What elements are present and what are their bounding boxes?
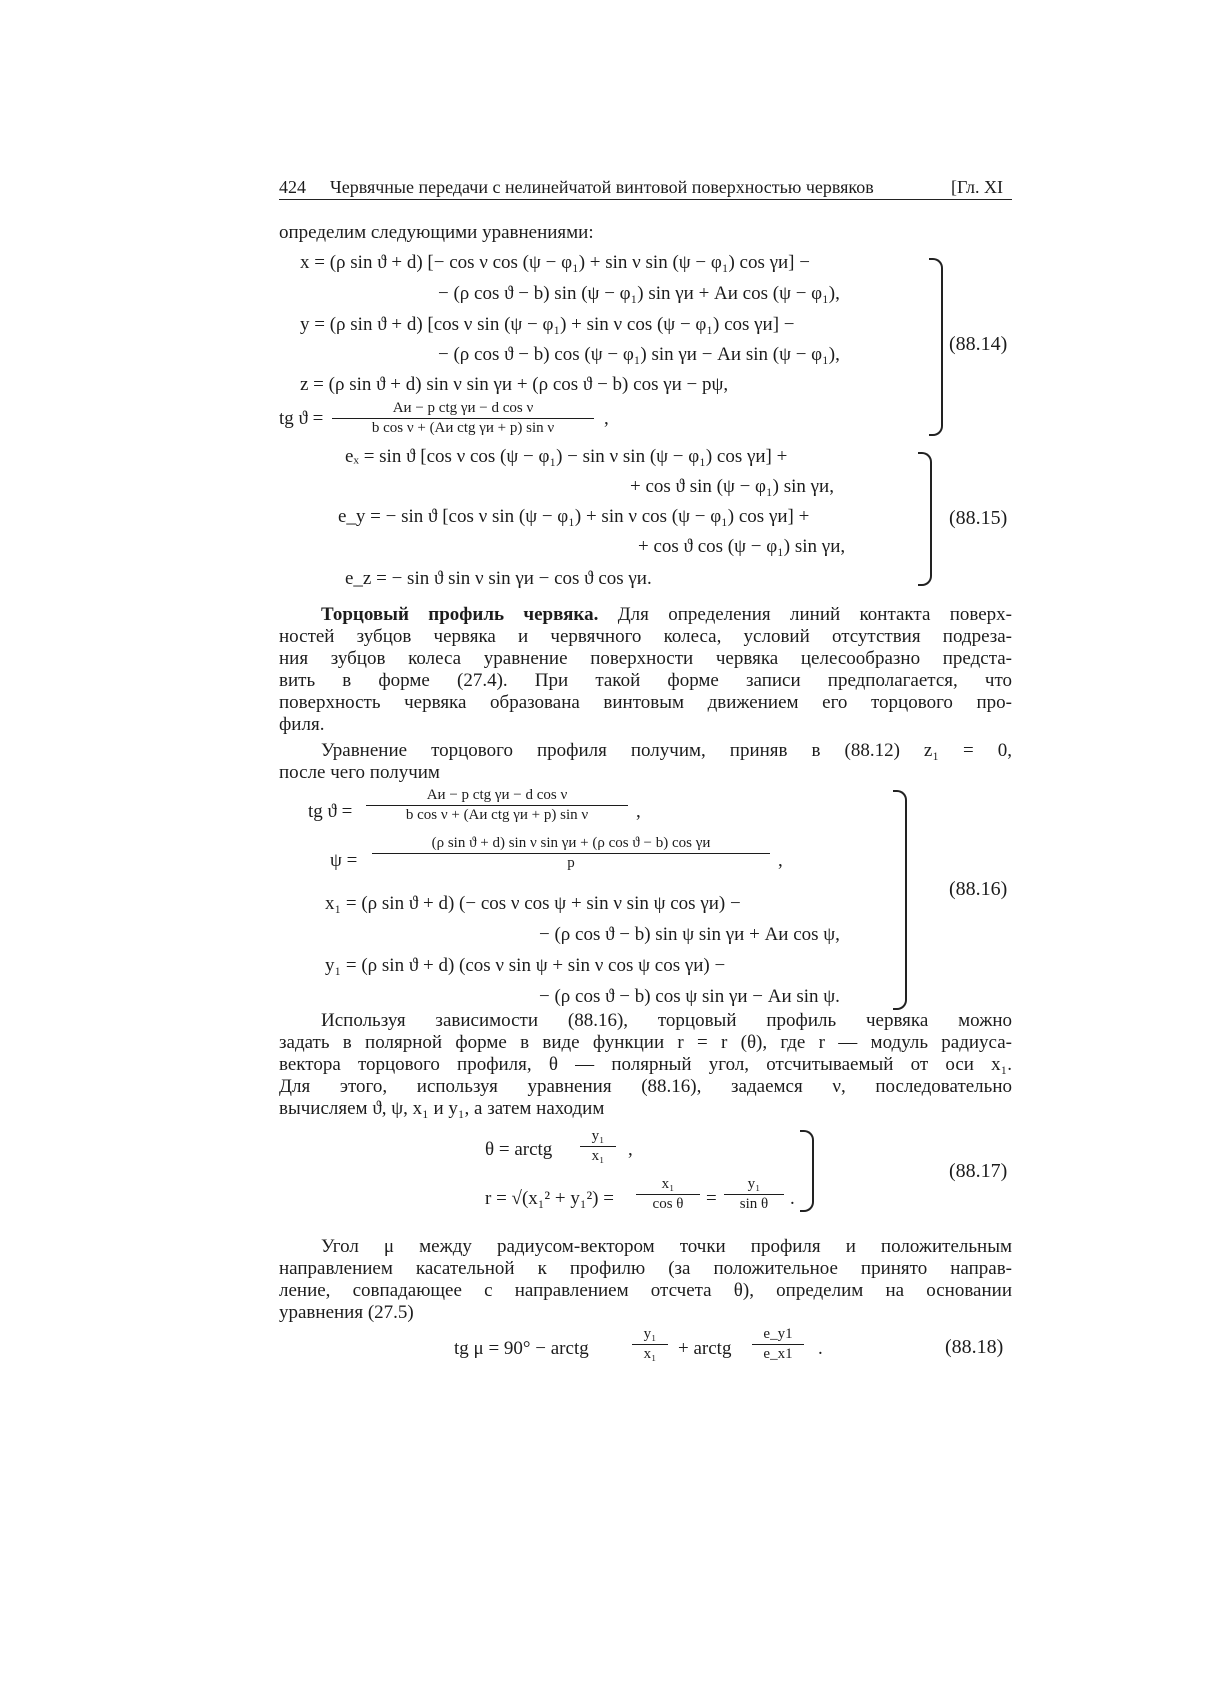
eq-88-14-brace (929, 258, 943, 436)
paragraph-polar-form-row-2: задать в полярной форме в виде функции r = r (θ), где r — модуль радиуса- (279, 1032, 1012, 1053)
chapter-reference: [Гл. XI (951, 177, 1004, 197)
eq-88-15-line-3: e_y = − sin ϑ [cos ν sin (ψ − φ₁) + sin ν cos (ψ − φ₁) cos γи] + (338, 506, 810, 527)
paragraph-polar-form-row-5: вычисляем ϑ, ψ, x₁ и y₁, а затем находим (279, 1098, 605, 1119)
eq-88-17-theta-end: , (628, 1139, 633, 1160)
eq-88-15-number: (88.15) (949, 507, 1008, 529)
header-rule (279, 199, 1012, 200)
eq-88-15-brace (918, 452, 932, 586)
eq-88-17-brace (800, 1130, 814, 1212)
paragraph-polar-form-row-4: Для этого, используя уравнения (88.16), задаемся ν, последовательно (279, 1076, 1012, 1097)
eq-88-14-number: (88.14) (949, 333, 1008, 355)
paragraph-end-profile-row-6: филя. (279, 714, 325, 735)
paragraph-polar-form (279, 1010, 1012, 1120)
paragraph-profile-equation-row-2: после чего получим (279, 762, 440, 783)
intro-line: определим следующими уравнениями: (279, 222, 594, 243)
eq-88-16-brace (893, 790, 907, 1010)
eq-88-17-r-denominator-1: cos θ (636, 1194, 700, 1213)
page-number: 424 (279, 177, 306, 197)
paragraph-end-profile-row-2: ностей зубцов червяка и червячного колеса, условий отсутствия подреза- (279, 626, 1012, 647)
eq-88-17-r-end: . (790, 1188, 795, 1209)
paragraph-polar-form-row-3: вектора торцового профиля, θ — полярный угол, отсчитываемый от оси x₁. (279, 1054, 1012, 1075)
paragraph-profile-equation-row-1: Уравнение торцового профиля получим, приняв в (88.12) z₁ = 0, (321, 740, 1012, 761)
eq-88-17-number: (88.17) (949, 1160, 1008, 1182)
paragraph-end-profile-row-3: ния зубцов колеса уравнение поверхности червяка целесообразно предста- (279, 648, 1012, 669)
eq-88-16-tg-end: , (636, 801, 641, 822)
eq-88-18-end: . (818, 1338, 823, 1359)
paragraph-end-profile-row-5: поверхность червяка образована винтовым движением его торцового про- (279, 692, 1012, 713)
paragraph-end-profile (279, 604, 1012, 736)
eq-88-15-line-5: e_z = − sin ϑ sin ν sin γи − cos ϑ cos γи. (345, 568, 652, 589)
eq-88-18-number: (88.18) (945, 1336, 1004, 1358)
eq-88-16-line-1: x₁ = (ρ sin ϑ + d) (− cos ν cos ψ + sin ν sin ψ cos γи) − (325, 893, 741, 914)
paragraph-mu-angle (279, 1236, 1012, 1324)
eq-88-18-denominator-2: e_x1 (752, 1344, 804, 1363)
eq-88-14-line-3: y = (ρ sin ϑ + d) [cos ν sin (ψ − φ₁) + sin ν cos (ψ − φ₁) cos γи] − (300, 314, 795, 335)
eq-88-14-tg-lhs: tg ϑ = (279, 408, 324, 429)
eq-88-14-tg-end: , (604, 408, 609, 429)
paragraph-mu-angle-row-4: уравнения (27.5) (279, 1302, 414, 1323)
eq-88-18-lhs: tg μ = 90° − arctg (454, 1338, 589, 1359)
eq-88-18-fraction-2 (752, 1326, 804, 1363)
eq-88-16-line-3: y₁ = (ρ sin ϑ + d) (cos ν sin ψ + sin ν cos ψ cos γи) − (325, 955, 726, 976)
eq-88-17-theta-numerator: y₁ (591, 1128, 605, 1144)
eq-88-16-psi-numerator: (ρ sin ϑ + d) sin ν sin γи + (ρ cos ϑ − b) cos γи (431, 835, 711, 851)
eq-88-17-r-fraction-1 (636, 1176, 700, 1213)
eq-88-14-tg-denominator: b cos ν + (Aи ctg γи + p) sin ν (332, 418, 594, 437)
eq-88-16-tg-fraction (366, 787, 628, 824)
eq-88-16-psi-fraction (372, 835, 770, 872)
eq-88-16-psi-lhs: ψ = (330, 850, 358, 871)
eq-88-18-denominator-1: x₁ (632, 1344, 668, 1363)
eq-88-15-line-4: + cos ϑ cos (ψ − φ₁) sin γи, (638, 536, 846, 557)
eq-88-18-numerator-1: y₁ (643, 1326, 657, 1342)
eq-88-17-theta-fraction (580, 1128, 616, 1165)
eq-88-17-theta-lhs: θ = arctg (485, 1139, 553, 1160)
paragraph-mu-angle-row-1: Угол μ между радиусом-вектором точки профиля и положительным (321, 1236, 1012, 1257)
eq-88-18-numerator-2: e_y1 (763, 1326, 793, 1342)
eq-88-16-line-4: − (ρ cos ϑ − b) cos ψ sin γи − Aи sin ψ. (539, 986, 840, 1007)
paragraph-end-profile-row-1 (279, 604, 1012, 626)
eq-88-16-tg-numerator: Aи − p ctg γи − d cos ν (426, 787, 568, 803)
eq-88-17-r-lhs: r = √(x₁² + y₁²) = (485, 1188, 614, 1209)
eq-88-14-tg-numerator: Aи − p ctg γи − d cos ν (392, 400, 534, 416)
eq-88-14-line-1: x = (ρ sin ϑ + d) [− cos ν cos (ψ − φ₁) + sin ν sin (ψ − φ₁) cos γи] − (300, 252, 810, 273)
eq-88-17-r-numerator-1: x₁ (661, 1176, 675, 1192)
eq-88-16-number: (88.16) (949, 878, 1008, 900)
eq-88-14-line-2: − (ρ cos ϑ − b) sin (ψ − φ₁) sin γи + Aи cos (ψ − φ₁), (438, 283, 840, 304)
eq-88-14-tg-fraction (332, 400, 594, 437)
eq-88-16-line-2: − (ρ cos ϑ − b) sin ψ sin γи + Aи cos ψ, (539, 924, 840, 945)
eq-88-16-psi-end: , (778, 850, 783, 871)
section-heading: Торцовый профиль червяка. (321, 604, 599, 625)
eq-88-17-r-equals: = (706, 1188, 717, 1209)
eq-88-16-psi-denominator: p (372, 853, 770, 872)
paragraph-mu-angle-row-2: направлением касательной к профилю (за положительное принято направ- (279, 1258, 1012, 1279)
paragraph-end-profile-row-1-text: Для определения линий контакта поверх- (617, 604, 1012, 625)
paragraph-end-profile-row-4: вить в форме (27.4). При такой форме записи предполагается, что (279, 670, 1012, 691)
eq-88-15-line-1: eₓ = sin ϑ [cos ν cos (ψ − φ₁) − sin ν sin (ψ − φ₁) cos γи] + (345, 446, 788, 467)
eq-88-15-line-2: + cos ϑ sin (ψ − φ₁) sin γи, (630, 476, 834, 497)
eq-88-14-line-5: z = (ρ sin ϑ + d) sin ν sin γи + (ρ cos ϑ − b) cos γи − pψ, (300, 374, 729, 395)
paragraph-polar-form-row-1: Используя зависимости (88.16), торцовый профиль червяка можно (321, 1010, 1012, 1031)
eq-88-17-r-numerator-2: y₁ (747, 1176, 761, 1192)
eq-88-17-r-denominator-2: sin θ (724, 1194, 784, 1213)
running-title: Червячные передачи с нелинейчатой винтовой поверхностью червяков (330, 177, 874, 197)
eq-88-14-line-4: − (ρ cos ϑ − b) cos (ψ − φ₁) sin γи − Aи sin (ψ − φ₁), (438, 344, 840, 365)
paragraph-mu-angle-row-3: ление, совпадающее с направлением отсчета θ), определим на основании (279, 1280, 1012, 1301)
paragraph-profile-equation (279, 740, 1012, 784)
eq-88-18-mid: + arctg (678, 1338, 732, 1359)
eq-88-17-r-fraction-2 (724, 1176, 784, 1213)
eq-88-18-fraction-1 (632, 1326, 668, 1363)
eq-88-17-theta-denominator: x₁ (580, 1146, 616, 1165)
eq-88-16-tg-denominator: b cos ν + (Aи ctg γи + p) sin ν (366, 805, 628, 824)
eq-88-16-tg-lhs: tg ϑ = (308, 801, 353, 822)
